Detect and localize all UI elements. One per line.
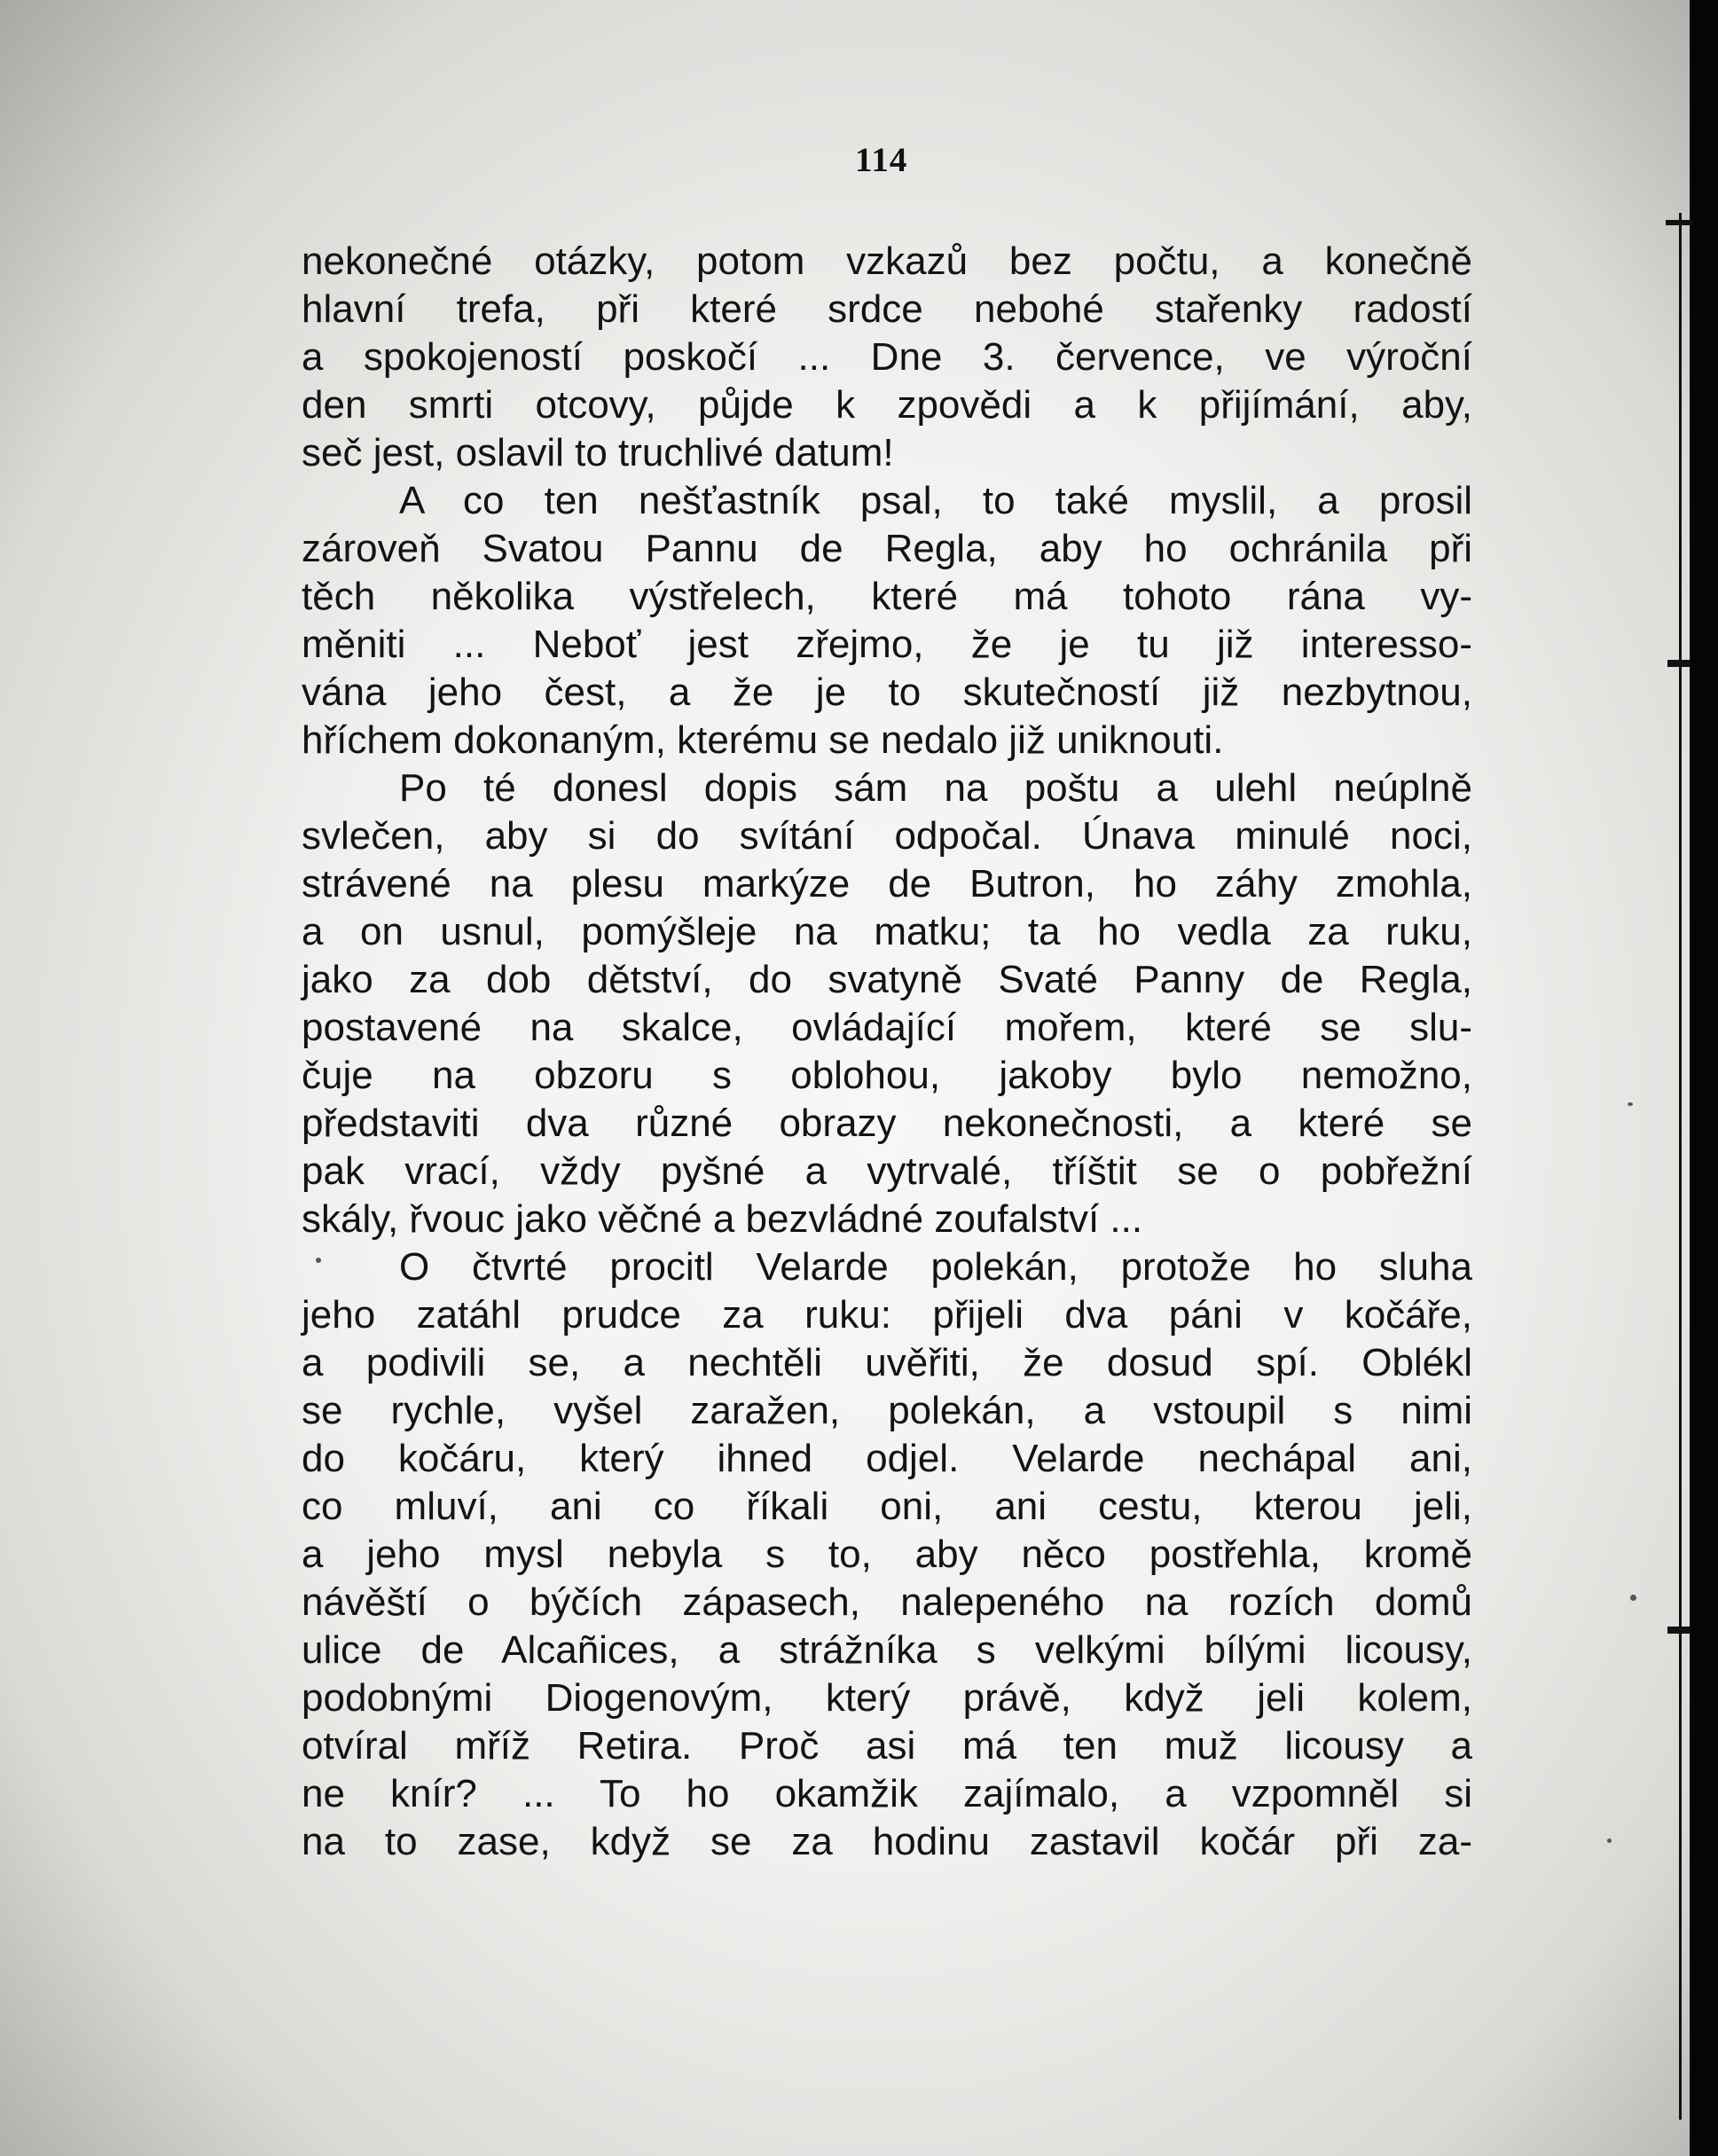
text-line: těch několika výstřelech, které má tohoto rána vy- xyxy=(302,575,1472,618)
border-tick xyxy=(1667,1627,1691,1634)
dust-speck xyxy=(1607,1838,1612,1843)
dust-speck xyxy=(316,1258,321,1263)
text-line: hříchem dokonaným, kterému se nedalo již uniknouti. xyxy=(302,718,1224,762)
text-line: a on usnul, pomýšleje na matku; ta ho vedla za ruku, xyxy=(302,910,1472,953)
text-line: hlavní trefa, při které srdce nebohé stařenky radostí xyxy=(302,287,1472,331)
border-tick xyxy=(1666,220,1692,225)
text-line: a podivili se, a nechtěli uvěřiti, že dosud spí. Oblékl xyxy=(302,1341,1472,1384)
text-line: jako za dob dětství, do svatyně Svaté Panny de Regla, xyxy=(302,958,1472,1001)
text-line: ne knír? ... To ho okamžik zajímalo, a vzpomněl si xyxy=(302,1772,1472,1815)
page-number: 114 xyxy=(855,141,908,179)
text-line: svlečen, aby si do svítání odpočal. Únava minulé noci, xyxy=(302,814,1472,858)
text-line: postavené na skalce, ovládající mořem, které se slu- xyxy=(302,1006,1472,1049)
text-line: den smrti otcovy, půjde k zpovědi a k přijímání, aby, xyxy=(302,383,1472,427)
text-line: do kočáru, který ihned odjel. Velarde nechápal ani, xyxy=(302,1437,1472,1480)
text-line: O čtvrté procitl Velarde polekán, protože ho sluha xyxy=(399,1245,1472,1289)
text-line: zároveň Svatou Pannu de Regla, aby ho ochránila při xyxy=(302,527,1472,570)
text-line: na to zase, když se za hodinu zastavil kočár při za- xyxy=(302,1820,1472,1863)
text-line: nekonečné otázky, potom vzkazů bez počtu, a konečně xyxy=(302,239,1472,283)
border-tick xyxy=(1667,660,1691,667)
text-line: jeho zatáhl prudce za ruku: přijeli dva páni v kočáře, xyxy=(302,1293,1472,1337)
text-line: vána jeho čest, a že je to skutečností již nezbytnou, xyxy=(302,670,1472,714)
dust-speck xyxy=(1630,1595,1636,1601)
text-line: Po té donesl dopis sám na poštu a ulehl neúplně xyxy=(399,766,1472,810)
text-line: představiti dva různé obrazy nekonečnosti, a které se xyxy=(302,1102,1472,1145)
text-line: seč jest, oslavil to truchlivé datum! xyxy=(302,431,894,474)
text-line: návěští o býčích zápasech, nalepeného na rozích domů xyxy=(302,1580,1472,1624)
dust-speck xyxy=(1628,1102,1633,1106)
text-line: čuje na obzoru s oblohou, jakoby bylo nemožno, xyxy=(302,1054,1472,1097)
text-line: se rychle, vyšel zaražen, polekán, a vstoupil s nimi xyxy=(302,1389,1472,1432)
scan-border-right xyxy=(1690,0,1718,2156)
text-line: měniti ... Neboť jest zřejmo, že je tu již interesso- xyxy=(302,623,1472,666)
text-line: otvíral mříž Retira. Proč asi má ten muž licousy a xyxy=(302,1724,1472,1768)
text-line: skály, řvouc jako věčné a bezvládné zoufalství ... xyxy=(302,1197,1143,1241)
text-line: a jeho mysl nebyla s to, aby něco postřehla, kromě xyxy=(302,1533,1472,1576)
scan-border-line xyxy=(1679,213,1682,2120)
text-line: pak vrací, vždy pyšné a vytrvalé, tříštit se o pobřežní xyxy=(302,1149,1472,1193)
body-text xyxy=(302,238,1472,1866)
text-line: A co ten nešťastník psal, to také myslil, a prosil xyxy=(399,479,1472,522)
text-line: podobnými Diogenovým, který právě, když jeli kolem, xyxy=(302,1676,1472,1720)
text-line: a spokojeností poskočí ... Dne 3. července, ve výroční xyxy=(302,335,1472,379)
text-line: ulice de Alcañices, a strážníka s velkými bílými licousy, xyxy=(302,1628,1472,1672)
text-line: strávené na plesu markýze de Butron, ho záhy zmohla, xyxy=(302,862,1472,906)
text-line: co mluví, ani co říkali oni, ani cestu, kterou jeli, xyxy=(302,1485,1472,1528)
